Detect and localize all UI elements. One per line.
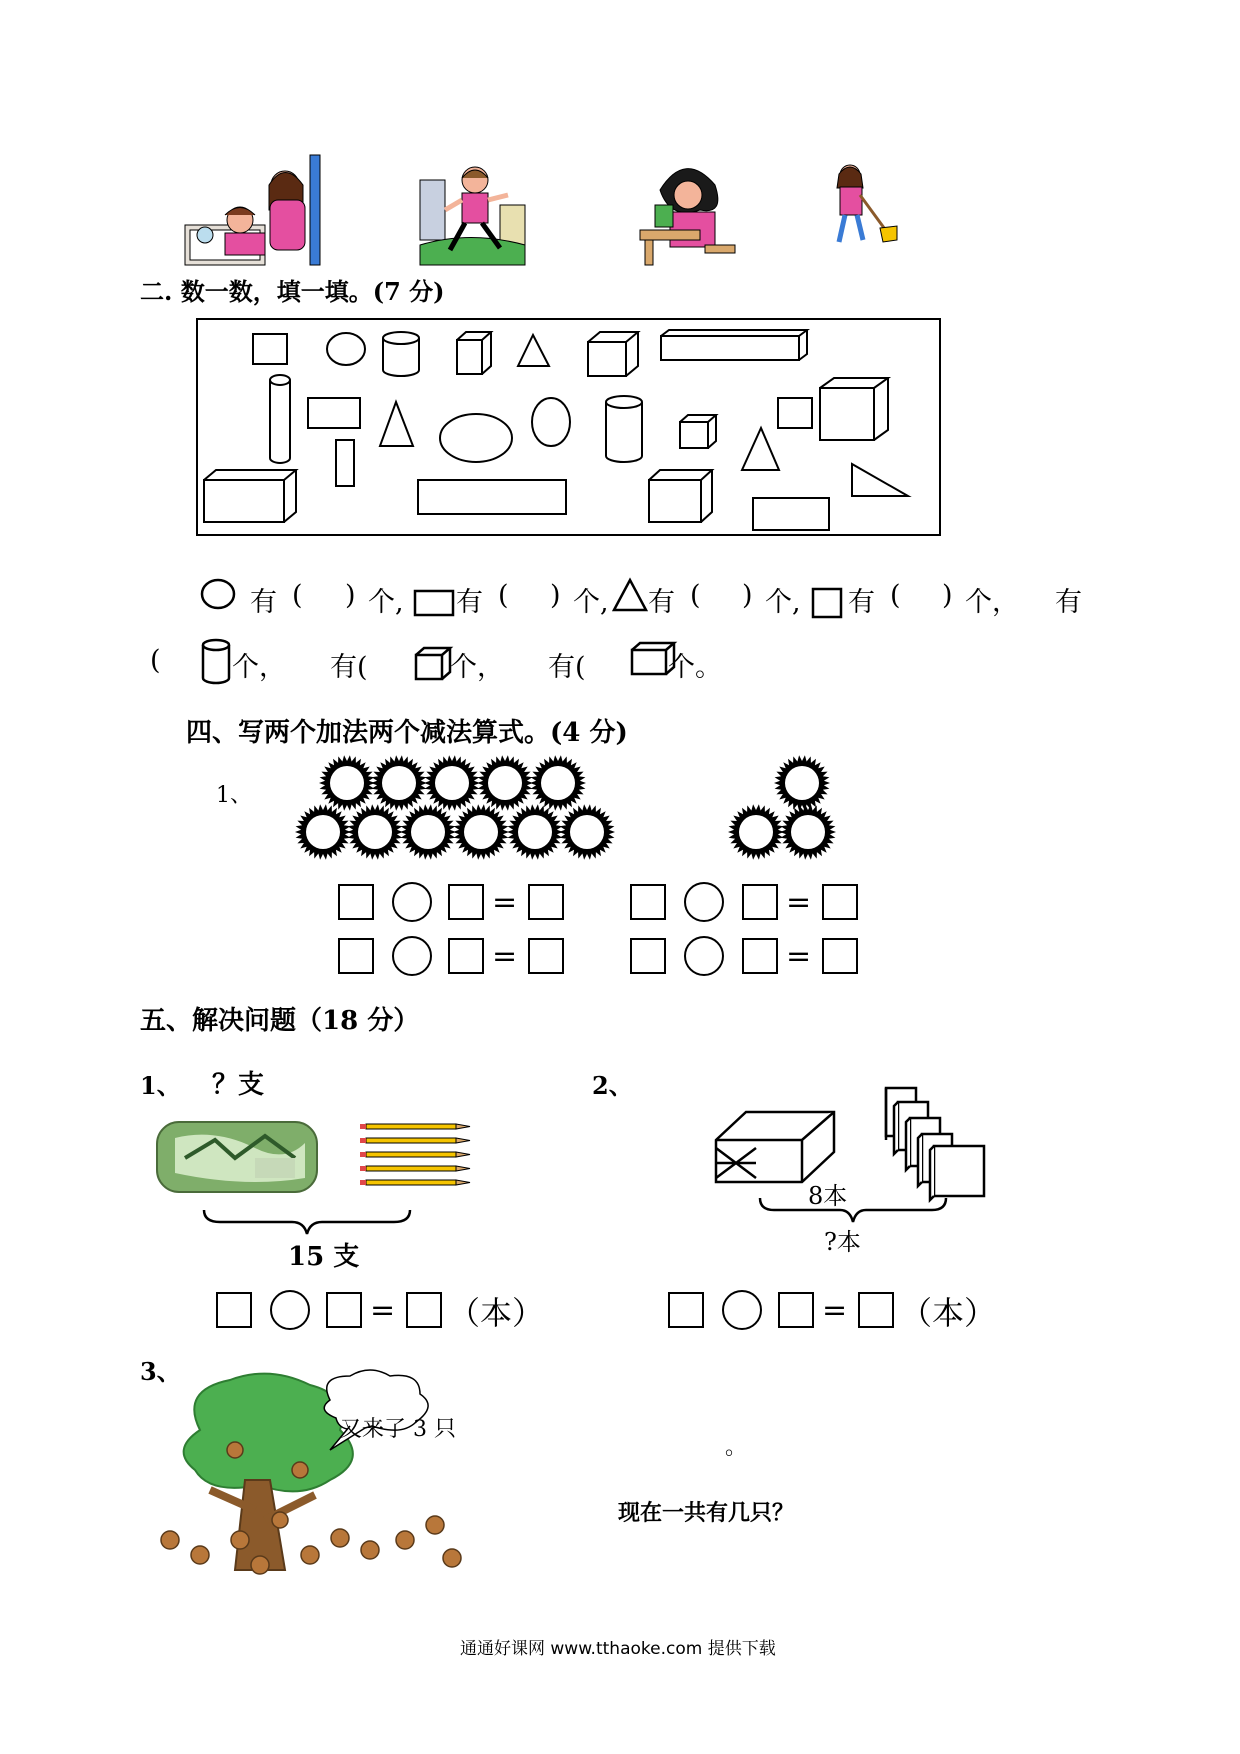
- q1-question: ？支: [212, 1070, 265, 1100]
- equals-sign: =: [786, 939, 812, 974]
- q1-brace: [200, 1208, 414, 1238]
- sunburst-counter: [347, 804, 403, 860]
- q2-brace-label: ?本: [824, 1228, 861, 1256]
- sunburst-counter: [319, 755, 375, 811]
- answer-box[interactable]: [216, 1292, 252, 1328]
- equals-sign: =: [492, 885, 518, 920]
- count-rparen-3: ): [742, 580, 753, 611]
- section-5-heading: 五、解决问题（18 分）: [140, 1006, 420, 1036]
- pencil-icon: [360, 1180, 470, 1185]
- equals-sign: =: [786, 885, 812, 920]
- count-ge-4: 个，: [965, 587, 1019, 618]
- operator-circle[interactable]: [684, 936, 724, 976]
- q1-label: 1、: [140, 1071, 181, 1100]
- count-you-1: 有: [250, 587, 277, 618]
- operator-circle[interactable]: [392, 882, 432, 922]
- sunburst-counter: [477, 755, 533, 811]
- sunburst-counter: [424, 755, 480, 811]
- sunburst-counter: [780, 804, 836, 860]
- answer-box[interactable]: [742, 884, 778, 920]
- answer-box[interactable]: [528, 884, 564, 920]
- monkeys-and-tree-illustration: [140, 1370, 540, 1592]
- sunburst-counter: [400, 804, 456, 860]
- q2-unit: （本）: [900, 1294, 997, 1332]
- count-ge-3: 个,: [765, 587, 801, 618]
- count-lparen-1: (: [292, 580, 303, 611]
- answer-box[interactable]: [822, 938, 858, 974]
- sunburst-counter: [507, 804, 563, 860]
- section-4-heading: 四、写两个加法两个减法算式。(4 分): [186, 718, 628, 748]
- answer-box[interactable]: [338, 938, 374, 974]
- count-you-2: 有: [456, 587, 483, 618]
- answer-box[interactable]: [448, 938, 484, 974]
- section-4-item-label: 1、: [216, 783, 252, 808]
- operator-circle[interactable]: [392, 936, 432, 976]
- answer-box[interactable]: [858, 1292, 894, 1328]
- stacked-books-illustration: [880, 1084, 990, 1200]
- answer-box[interactable]: [630, 884, 666, 920]
- sunburst-counter: [774, 755, 830, 811]
- count-ge-6: 个，: [450, 652, 504, 683]
- answer-box[interactable]: [406, 1292, 442, 1328]
- count-ge-2: 个,: [573, 587, 609, 618]
- count-rparen-2: ): [550, 580, 561, 611]
- count-ge-5: 个，: [232, 652, 286, 683]
- count-you-4: 有: [848, 587, 875, 618]
- q1-unit: （本）: [448, 1294, 545, 1332]
- section-2-heading: 二. 数一数，填一填。(7 分): [140, 277, 445, 306]
- count-ge-1: 个,: [368, 587, 404, 618]
- equals-sign: =: [822, 1293, 848, 1328]
- count-lparen-2: (: [498, 580, 509, 611]
- q3-label: 3、: [140, 1357, 181, 1386]
- count-lparen-4: (: [890, 580, 901, 611]
- pencil-case-illustration: [155, 1118, 325, 1196]
- answer-box[interactable]: [742, 938, 778, 974]
- q2-label: 2、: [592, 1071, 633, 1100]
- answer-box[interactable]: [668, 1292, 704, 1328]
- q3-question: 现在一共有几只？: [618, 1500, 795, 1526]
- q3-speech: 又来了 3 只: [340, 1417, 456, 1442]
- q1-brace-label: 15 支: [288, 1242, 360, 1272]
- answer-box[interactable]: [630, 938, 666, 974]
- pencil-icon: [360, 1124, 470, 1129]
- sunburst-counter: [530, 755, 586, 811]
- count-you-7: 有(: [548, 652, 586, 683]
- answer-box[interactable]: [822, 884, 858, 920]
- operator-circle[interactable]: [684, 882, 724, 922]
- sunburst-counter: [371, 755, 427, 811]
- q2-label-8: 8本: [808, 1182, 848, 1210]
- sunburst-counter: [453, 804, 509, 860]
- count-rparen-4: ): [942, 580, 953, 611]
- count-you-5: 有: [1055, 587, 1082, 618]
- sunburst-counter: [559, 804, 615, 860]
- count-you-6: 有(: [330, 652, 368, 683]
- answer-box[interactable]: [326, 1292, 362, 1328]
- sunburst-counter: [295, 804, 351, 860]
- equals-sign: =: [492, 939, 518, 974]
- count-ge-7: 个。: [668, 652, 722, 683]
- answer-box[interactable]: [338, 884, 374, 920]
- pencil-icon: [360, 1138, 470, 1143]
- count-lparen-5: (: [150, 645, 161, 676]
- pencil-icon: [360, 1166, 470, 1171]
- pencils-illustration: [360, 1122, 472, 1190]
- pencil-icon: [360, 1152, 470, 1157]
- count-you-3: 有: [648, 587, 675, 618]
- footer: 通通好课网 www.tthaoke.com 提供下载: [460, 1639, 776, 1659]
- operator-circle[interactable]: [270, 1290, 310, 1330]
- answer-box[interactable]: [778, 1292, 814, 1328]
- q3-dot: 。: [725, 1435, 748, 1460]
- answer-box[interactable]: [528, 938, 564, 974]
- operator-circle[interactable]: [722, 1290, 762, 1330]
- answer-box[interactable]: [448, 884, 484, 920]
- equals-sign: =: [370, 1293, 396, 1328]
- count-rparen-1: ): [345, 580, 356, 611]
- sunburst-counter: [728, 804, 784, 860]
- count-lparen-3: (: [690, 580, 701, 611]
